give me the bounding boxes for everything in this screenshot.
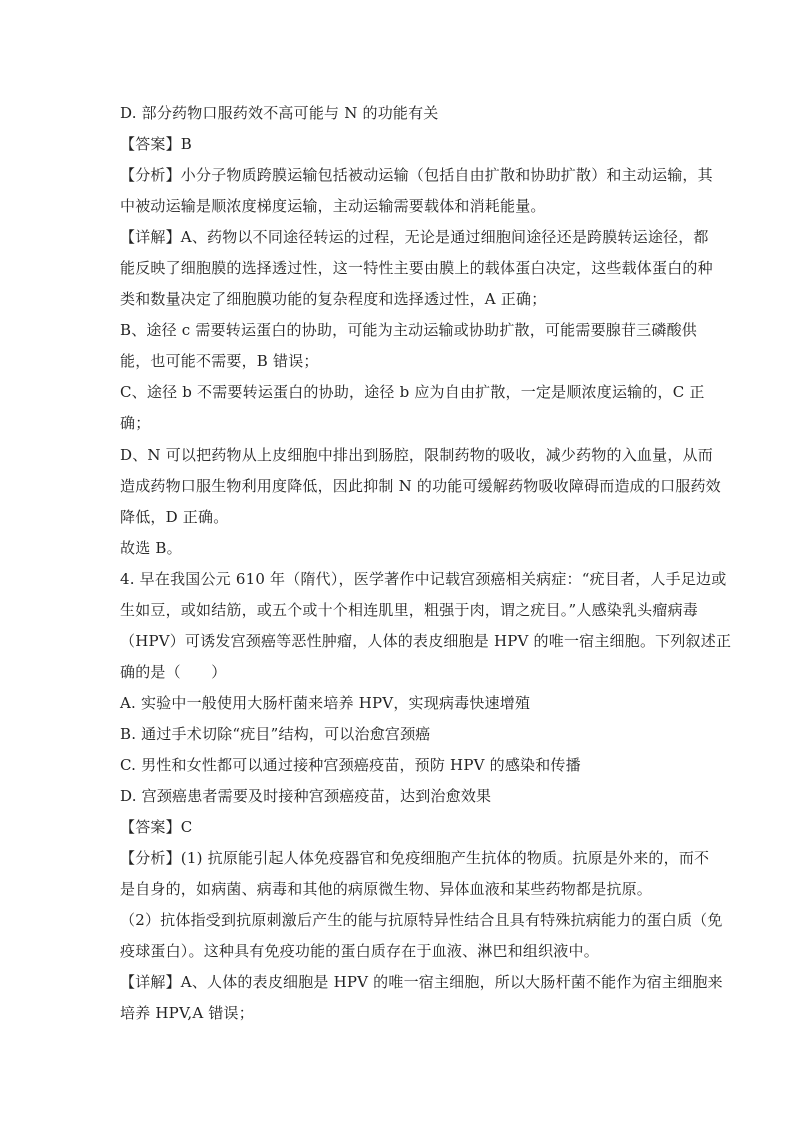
explanation-line: 培养 HPV,A 错误； <box>120 1004 254 1022</box>
question-stem-line: （HPV）可诱发宫颈癌等恶性肿瘤，人体的表皮细胞是 HPV 的唯一宿主细胞。下列叙述正 <box>120 632 732 650</box>
explanation-line: 造成药物口服生物利用度降低，因此抑制 N 的功能可缓解药物吸收障碍而造成的口服药效 <box>120 477 721 495</box>
question-stem-line: 确的是（ ） <box>120 663 227 681</box>
explanation-line: 能反映了细胞膜的选择透过性，这一特性主要由膜上的载体蛋白决定，这些载体蛋白的种 <box>120 259 713 277</box>
analysis-line: 是自身的，如病菌、病毒和其他的病原微生物、异体血液和某些药物都是抗原。 <box>120 880 653 898</box>
question-stem-line: 4. 早在我国公元 610 年（隋代），医学著作中记载宫颈癌相关病症：“疣目者，人手足边或 <box>120 570 727 588</box>
analysis-line: 【分析】(1) 抗原能引起人体免疫器官和免疫细胞产生抗体的物质。抗原是外来的，而不 <box>120 849 710 867</box>
analysis-line: 【分析】小分子物质跨膜运输包括被动运输（包括自由扩散和协助扩散）和主动运输，其 <box>120 166 713 184</box>
option-b-line: B. 通过手术切除“疣目”结构，可以治愈宫颈癌 <box>120 725 431 743</box>
explanation-line: 类和数量决定了细胞膜功能的复杂程度和选择透过性，A 正确； <box>120 290 547 308</box>
explanation-line: 降低，D 正确。 <box>120 508 229 526</box>
explanation-line: 【详解】A、人体的表皮细胞是 HPV 的唯一宿主细胞，所以大肠杆菌不能作为宿主细胞来 <box>120 973 723 991</box>
conclusion-line: 故选 B。 <box>120 539 182 557</box>
explanation-line: B、途径 c 需要转运蛋白的协助，可能为主动运输或协助扩散，可能需要腺苷三磷酸供 <box>120 321 697 339</box>
question-stem-line: 生如豆，或如结筋，或五个或十个相连肌里，粗强于肉，谓之疣目。”人感染乳头瘤病毒 <box>120 601 698 619</box>
analysis-line: 中被动运输是顺浓度梯度运输，主动运输需要载体和消耗能量。 <box>120 197 546 215</box>
option-d-line: D. 部分药物口服药效不高可能与 N 的功能有关 <box>120 104 439 122</box>
option-a-line: A. 实验中一般使用大肠杆菌来培养 HPV，实现病毒快速增殖 <box>120 694 531 712</box>
explanation-line: 能，也可能不需要，B 错误； <box>120 352 319 370</box>
explanation-line: D、N 可以把药物从上皮细胞中排出到肠腔，限制药物的吸收，减少药物的入血量，从而 <box>120 446 713 464</box>
explanation-line: C、途径 b 不需要转运蛋白的协助，途径 b 应为自由扩散，一定是顺浓度运输的，C 正 <box>120 383 705 401</box>
analysis-line: 疫球蛋白）。这种具有免疫功能的蛋白质存在于血液、淋巴和组织液中。 <box>120 942 599 960</box>
answer-line: 【答案】B <box>120 135 193 153</box>
analysis-line: （2）抗体指受到抗原刺激后产生的能与抗原特异性结合且具有特殊抗病能力的蛋白质（免 <box>120 911 723 929</box>
answer-line: 【答案】C <box>120 818 193 836</box>
explanation-line: 【详解】A、药物以不同途径转运的过程，无论是通过细胞间途径还是跨膜转运途径，都 <box>120 228 709 246</box>
option-d-line: D. 宫颈癌患者需要及时接种宫颈癌疫苗，达到治愈效果 <box>120 787 492 805</box>
explanation-line: 确； <box>120 414 151 432</box>
option-c-line: C. 男性和女性都可以通过接种宫颈癌疫苗，预防 HPV 的感染和传播 <box>120 756 581 774</box>
